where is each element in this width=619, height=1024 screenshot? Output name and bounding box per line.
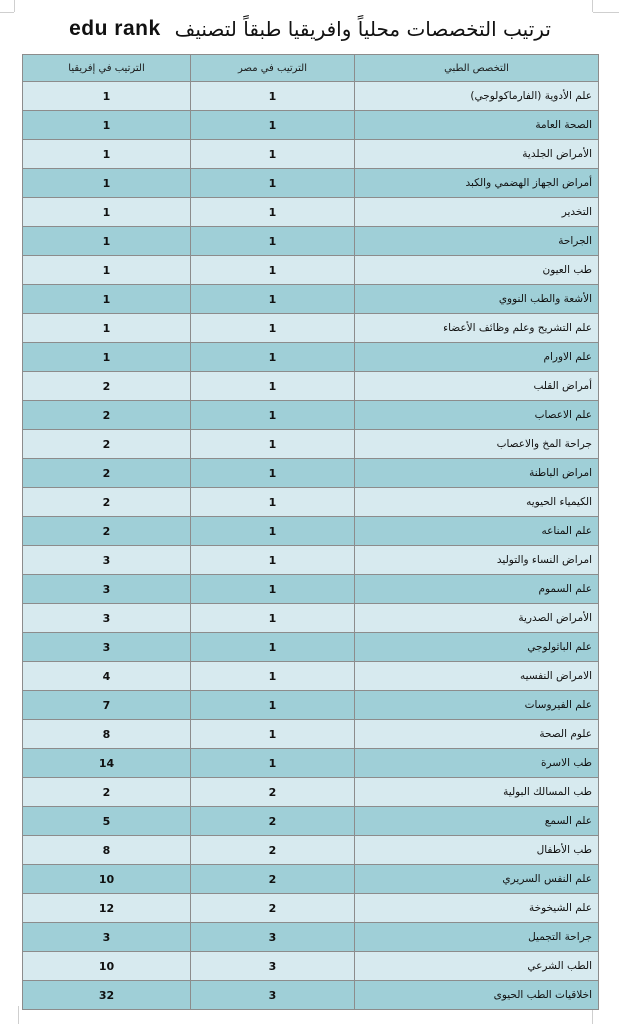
specialty-cell: أمراض القلب (355, 372, 599, 401)
table-row (23, 372, 599, 401)
specialty-cell: علوم الصحة (355, 720, 599, 749)
africa-rank-cell: 2 (23, 517, 191, 546)
table-row (23, 517, 599, 546)
table-row (23, 720, 599, 749)
egypt-rank-cell: 1 (191, 82, 355, 111)
specialty-cell: طب العيون (355, 256, 599, 285)
egypt-rank-cell: 1 (191, 343, 355, 372)
specialty-cell: طب الاسرة (355, 749, 599, 778)
specialty-cell: الجراحة (355, 227, 599, 256)
africa-rank-cell: 32 (23, 981, 191, 1010)
table-row (23, 691, 599, 720)
table-row (23, 111, 599, 140)
egypt-rank-cell: 1 (191, 401, 355, 430)
africa-rank-cell: 1 (23, 227, 191, 256)
specialty-cell: علم السموم (355, 575, 599, 604)
egypt-rank-cell: 1 (191, 575, 355, 604)
specialty-cell: علم المناعه (355, 517, 599, 546)
egypt-rank-cell: 1 (191, 314, 355, 343)
table-row (23, 952, 599, 981)
egypt-rank-cell: 1 (191, 140, 355, 169)
page-title-arabic: ترتيب التخصصات محلياً وافريقيا طبقاً لتصنيف (174, 17, 551, 41)
egypt-rank-cell: 2 (191, 894, 355, 923)
specialty-cell: الكيمياء الحيويه (355, 488, 599, 517)
egypt-rank-cell: 2 (191, 807, 355, 836)
egypt-rank-cell: 3 (191, 981, 355, 1010)
egypt-rank-cell: 1 (191, 691, 355, 720)
africa-rank-cell: 2 (23, 430, 191, 459)
africa-rank-cell: 14 (23, 749, 191, 778)
africa-rank-cell: 1 (23, 169, 191, 198)
header-specialty: التخصص الطبي (355, 55, 599, 82)
africa-rank-cell: 1 (23, 140, 191, 169)
africa-rank-cell: 1 (23, 285, 191, 314)
africa-rank-cell: 3 (23, 604, 191, 633)
egypt-rank-cell: 1 (191, 517, 355, 546)
header-egypt-rank: الترتيب في مصر (191, 55, 355, 82)
africa-rank-cell: 3 (23, 923, 191, 952)
table-body (23, 82, 599, 1010)
specialty-cell: امراض النساء والتوليد (355, 546, 599, 575)
header-africa-rank: الترتيب في إفريقيا (23, 55, 191, 82)
africa-rank-cell: 8 (23, 720, 191, 749)
specialty-cell: علم الشيخوخة (355, 894, 599, 923)
crop-mark (14, 0, 15, 12)
crop-mark (18, 1006, 19, 1024)
crop-mark (0, 12, 14, 13)
specialty-cell: طب الأطفال (355, 836, 599, 865)
table-row (23, 140, 599, 169)
egypt-rank-cell: 1 (191, 720, 355, 749)
specialty-cell: علم السمع (355, 807, 599, 836)
specialty-cell: علم الفيروسات (355, 691, 599, 720)
africa-rank-cell: 3 (23, 546, 191, 575)
specialty-cell: الامراض النفسيه (355, 662, 599, 691)
table-header-row (23, 55, 599, 82)
africa-rank-cell: 2 (23, 459, 191, 488)
africa-rank-cell: 10 (23, 865, 191, 894)
table-row (23, 488, 599, 517)
africa-rank-cell: 10 (23, 952, 191, 981)
egypt-rank-cell: 1 (191, 604, 355, 633)
table-row (23, 894, 599, 923)
africa-rank-cell: 1 (23, 314, 191, 343)
table-row (23, 546, 599, 575)
egypt-rank-cell: 1 (191, 546, 355, 575)
egypt-rank-cell: 1 (191, 227, 355, 256)
africa-rank-cell: 4 (23, 662, 191, 691)
table-row (23, 459, 599, 488)
specialty-cell: الطب الشرعي (355, 952, 599, 981)
africa-rank-cell: 2 (23, 488, 191, 517)
egypt-rank-cell: 1 (191, 430, 355, 459)
africa-rank-cell: 3 (23, 633, 191, 662)
egypt-rank-cell: 2 (191, 778, 355, 807)
rankings-table (22, 54, 599, 1010)
africa-rank-cell: 1 (23, 343, 191, 372)
specialty-cell: امراض الباطنة (355, 459, 599, 488)
egypt-rank-cell: 1 (191, 169, 355, 198)
table-row (23, 401, 599, 430)
table-row (23, 633, 599, 662)
africa-rank-cell: 2 (23, 372, 191, 401)
specialty-cell: طب المسالك البولية (355, 778, 599, 807)
table-row (23, 169, 599, 198)
table-row (23, 575, 599, 604)
specialty-cell: الأمراض الصدرية (355, 604, 599, 633)
egypt-rank-cell: 1 (191, 488, 355, 517)
africa-rank-cell: 1 (23, 82, 191, 111)
specialty-cell: جراحة المخ والاعصاب (355, 430, 599, 459)
specialty-cell: جراحة التجميل (355, 923, 599, 952)
specialty-cell: أمراض الجهاز الهضمي والكبد (355, 169, 599, 198)
crop-mark (593, 12, 619, 13)
specialty-cell: اخلاقيات الطب الحيوى (355, 981, 599, 1010)
egypt-rank-cell: 1 (191, 372, 355, 401)
africa-rank-cell: 2 (23, 401, 191, 430)
specialty-cell: الصحة العامة (355, 111, 599, 140)
egypt-rank-cell: 1 (191, 633, 355, 662)
egypt-rank-cell: 1 (191, 111, 355, 140)
table-row (23, 604, 599, 633)
table-row (23, 285, 599, 314)
specialty-cell: علم الأدوية (الفارماكولوجي) (355, 82, 599, 111)
table-row (23, 981, 599, 1010)
egypt-rank-cell: 3 (191, 923, 355, 952)
crop-mark (592, 0, 593, 12)
table-row (23, 923, 599, 952)
egypt-rank-cell: 3 (191, 952, 355, 981)
africa-rank-cell: 1 (23, 111, 191, 140)
page-title-english: edu rank (69, 17, 161, 40)
table-row (23, 343, 599, 372)
specialty-cell: علم التشريح وعلم وظائف الأعضاء (355, 314, 599, 343)
specialty-cell: الأشعة والطب النووي (355, 285, 599, 314)
africa-rank-cell: 3 (23, 575, 191, 604)
page-title (60, 12, 560, 46)
table-row (23, 807, 599, 836)
specialty-cell: التخدير (355, 198, 599, 227)
africa-rank-cell: 2 (23, 778, 191, 807)
africa-rank-cell: 7 (23, 691, 191, 720)
egypt-rank-cell: 2 (191, 836, 355, 865)
specialty-cell: الأمراض الجلدية (355, 140, 599, 169)
table-row (23, 778, 599, 807)
africa-rank-cell: 1 (23, 198, 191, 227)
table-row (23, 198, 599, 227)
specialty-cell: علم النفس السريري (355, 865, 599, 894)
egypt-rank-cell: 1 (191, 459, 355, 488)
egypt-rank-cell: 2 (191, 865, 355, 894)
specialty-cell: علم الباثولوجي (355, 633, 599, 662)
table-row (23, 836, 599, 865)
egypt-rank-cell: 1 (191, 749, 355, 778)
table-row (23, 749, 599, 778)
table-row (23, 256, 599, 285)
table-row (23, 662, 599, 691)
africa-rank-cell: 1 (23, 256, 191, 285)
table-row (23, 227, 599, 256)
table-row (23, 82, 599, 111)
specialty-cell: علم الاورام (355, 343, 599, 372)
table-row (23, 865, 599, 894)
specialty-cell: علم الاعصاب (355, 401, 599, 430)
egypt-rank-cell: 1 (191, 198, 355, 227)
africa-rank-cell: 12 (23, 894, 191, 923)
egypt-rank-cell: 1 (191, 285, 355, 314)
egypt-rank-cell: 1 (191, 662, 355, 691)
table-row (23, 314, 599, 343)
table-row (23, 430, 599, 459)
africa-rank-cell: 5 (23, 807, 191, 836)
africa-rank-cell: 8 (23, 836, 191, 865)
egypt-rank-cell: 1 (191, 256, 355, 285)
